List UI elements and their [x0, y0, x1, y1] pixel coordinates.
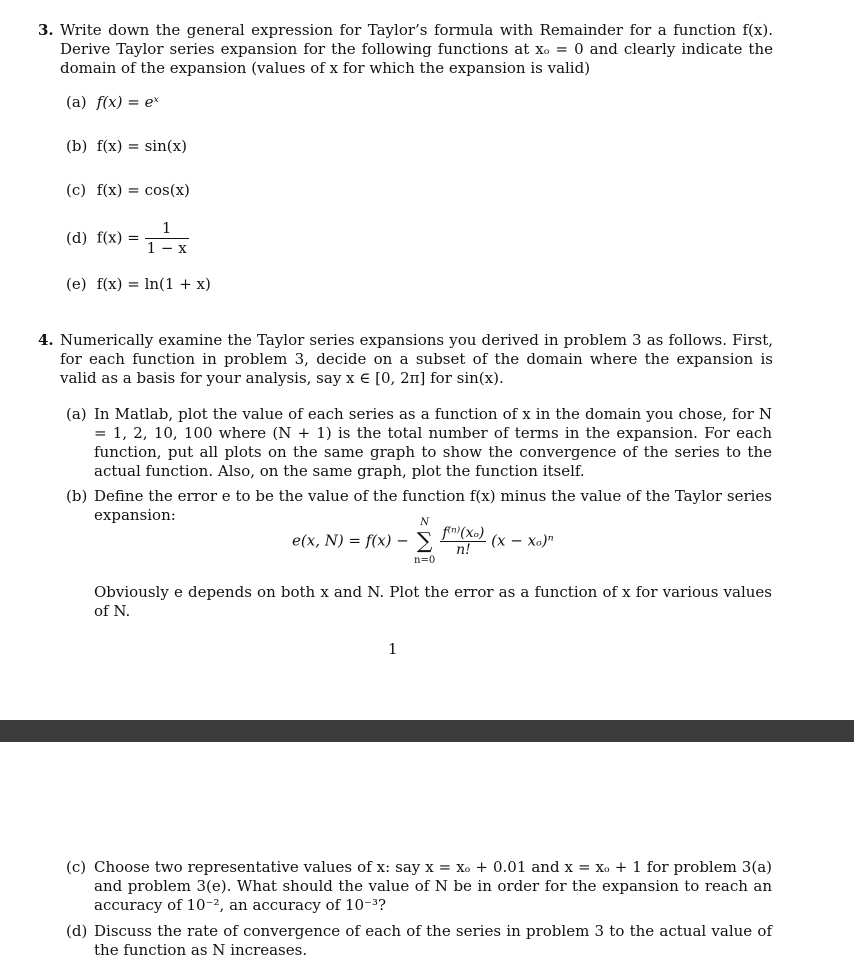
fraction — [145, 219, 189, 258]
problem-3 — [38, 21, 773, 78]
problem-4-part-a — [66, 405, 772, 481]
item-expression: f(x) = eˣ — [96, 93, 159, 111]
part-label: (c) — [66, 858, 87, 876]
equation-lhs: e(x, N) = f(x) − — [292, 531, 409, 550]
item-label: (d) — [66, 228, 88, 247]
item-label: (b) — [66, 137, 88, 155]
part-text: Choose two representative values of x: say x = xₒ + 0.01 and x = xₒ + 1 for problem 3(a) and problem 3(e). What should the value of N be in order for the expansion to reach an accuracy of 10⁻², an accuracy of 10⁻³? — [94, 858, 772, 914]
sum-upper-limit: N — [420, 516, 430, 528]
problem-4-text: Numerically examine the Taylor series expansions you derived in problem 3 as follows. First, for each function in problem 3, decide on a subset of the domain where the expansion is valid as a basis for your analysis, say x ∈ [0, 2π] for sin(x). — [60, 331, 773, 387]
part-text: Discuss the rate of convergence of each of the series in problem 3 to the actual value of the function as N increases. — [94, 922, 772, 959]
problem-4-part-c — [66, 858, 772, 915]
sum-lower-limit: n=0 — [414, 554, 436, 566]
problem-3-item-e — [66, 275, 211, 294]
error-equation — [292, 516, 554, 566]
item-expression-lhs: f(x) = — [96, 228, 140, 247]
part-label: (a) — [66, 405, 87, 423]
part-text: Define the error e to be the value of the function f(x) minus the value of the Taylor series expansion: — [94, 487, 772, 524]
page-separator — [0, 720, 854, 742]
problem-3-number: 3. — [38, 21, 54, 39]
problem-4-part-d — [66, 922, 772, 960]
problem-4-part-b-followup — [66, 583, 772, 621]
problem-3-text: Write down the general expression for Taylor’s formula with Remainder for a function f(x). Derive Taylor series expansion for the following functions at xₒ = 0 and clearly indicate the domain of the expansion (values of x for which the expansion is valid) — [60, 21, 773, 77]
item-label: (c) — [66, 181, 87, 199]
item-expression: f(x) = cos(x) — [96, 181, 190, 199]
item-expression: f(x) = ln(1 + x) — [96, 275, 211, 293]
equation-rhs: (x − xₒ)ⁿ — [491, 531, 554, 550]
fraction-denominator: n! — [456, 542, 471, 558]
part-text: In Matlab, plot the value of each series as a function of x in the domain you chose, for N = 1, 2, 10, 100 where (N + 1) is the total number of terms in the expansion. For each function, put all plots on the same graph to show the convergence of the series to the actual function. Also, on the same graph, plot the function itself. — [94, 405, 772, 480]
part-text: Obviously e depends on both x and N. Plot the error as a function of x for various values of N. — [94, 583, 772, 620]
problem-3-item-b — [66, 137, 187, 156]
problem-3-item-a — [66, 93, 159, 112]
item-label: (a) — [66, 93, 87, 111]
item-expression: f(x) = sin(x) — [96, 137, 187, 155]
fraction — [440, 525, 486, 558]
page-number: 1 — [388, 640, 398, 658]
problem-3-item-c — [66, 181, 190, 200]
part-label: (b) — [66, 487, 88, 505]
page-2 — [0, 742, 854, 978]
fraction-denominator: 1 − x — [146, 239, 187, 257]
problem-4-number: 4. — [38, 331, 54, 349]
summation-symbol: N ∑ n=0 — [414, 516, 436, 566]
item-label: (e) — [66, 275, 87, 293]
fraction-numerator: 1 — [145, 219, 189, 239]
problem-4 — [38, 331, 773, 388]
problem-3-item-d — [66, 219, 189, 258]
part-label: (d) — [66, 922, 88, 940]
fraction-numerator: f⁽ⁿ⁾(xₒ) — [442, 525, 485, 541]
